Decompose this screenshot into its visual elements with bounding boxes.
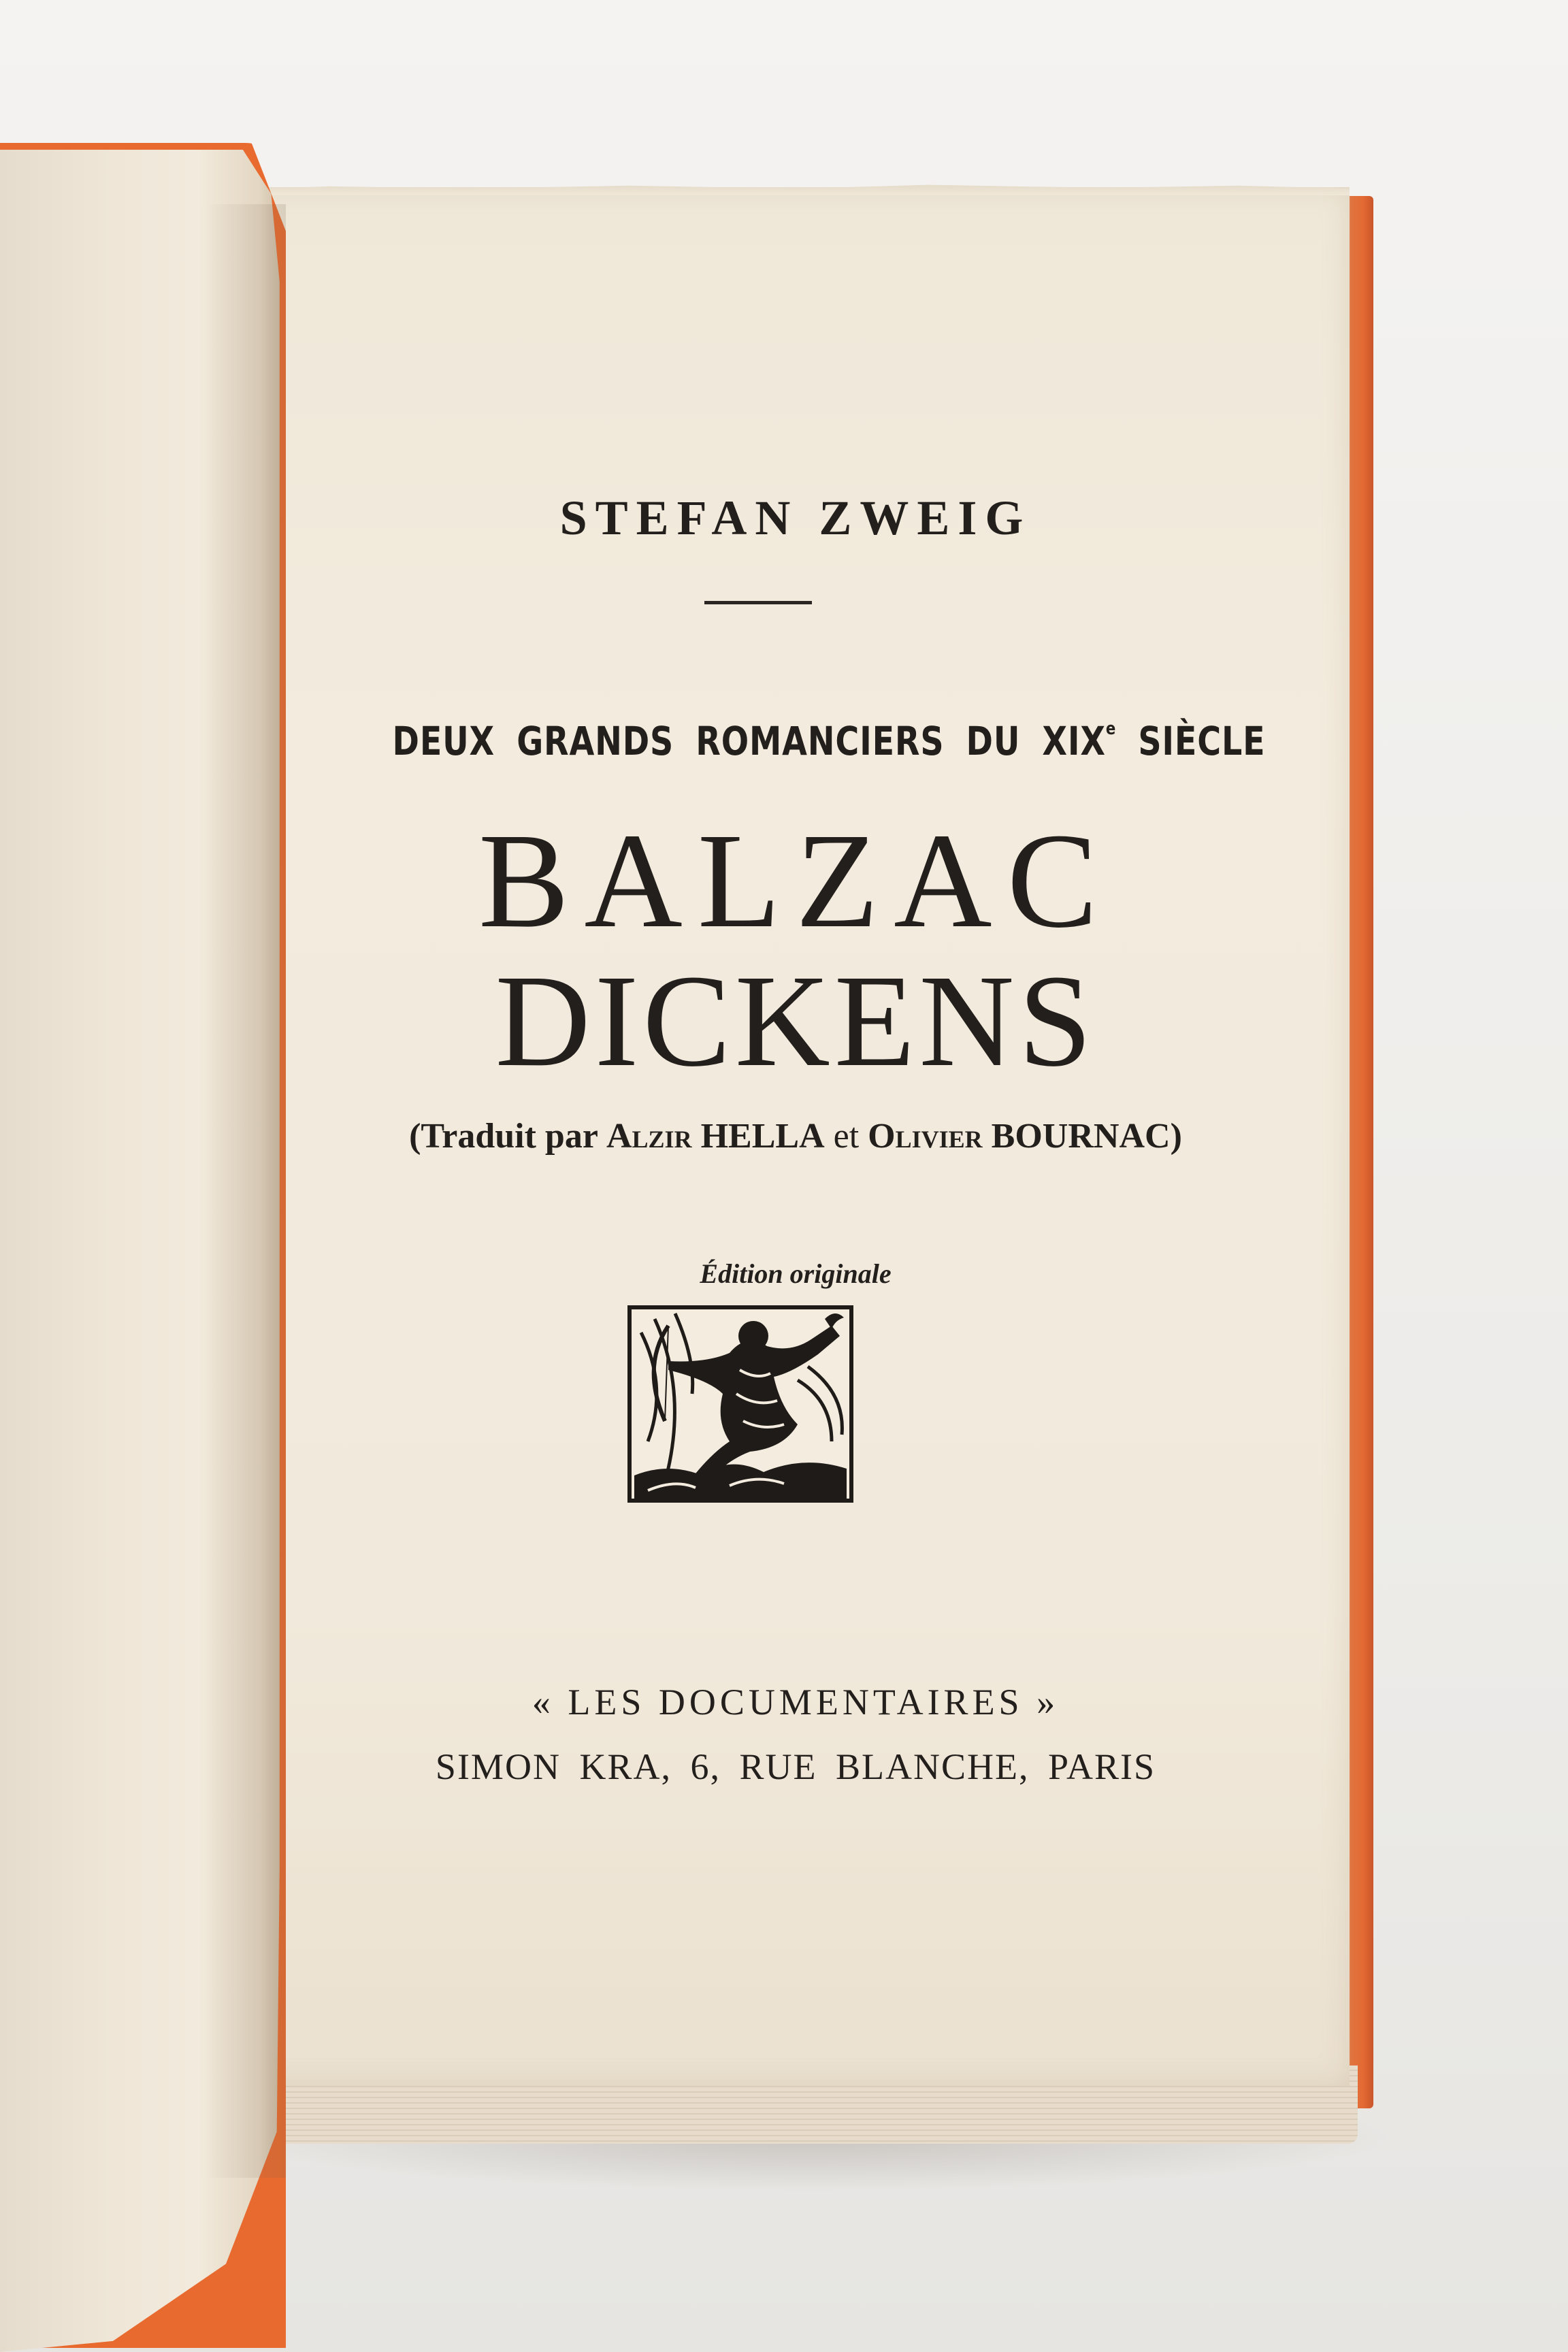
- archer-woodcut-icon: [627, 1305, 853, 1503]
- subtitle-superscript: e: [1105, 719, 1117, 739]
- edition-note: Édition originale: [700, 1258, 892, 1289]
- subtitle-main: DEUX GRANDS ROMANCIERS DU XIX: [392, 718, 1106, 764]
- publisher-address: SIMON KRA, 6, RUE BLANCHE, PARIS: [435, 1746, 1156, 1787]
- collection-name: « LES DOCUMENTAIRES »: [532, 1682, 1060, 1722]
- book-title-dickens: DICKENS: [495, 947, 1096, 1094]
- subtitle: [374, 718, 1283, 764]
- translator-2-family: BOURNAC): [982, 1117, 1182, 1156]
- left-facing-page: [0, 150, 282, 2352]
- book-title-balzac: BALZAC: [478, 806, 1113, 956]
- translators-joiner: et: [824, 1117, 868, 1156]
- author-name: STEFAN ZWEIG: [559, 491, 1032, 545]
- translator-2-given: Olivier: [868, 1117, 983, 1156]
- translators-open: (Traduit par: [409, 1117, 606, 1156]
- translators-line: [242, 1116, 1350, 1156]
- translator-1-family: HELLA: [691, 1117, 825, 1156]
- translator-1-given: Alzir: [606, 1117, 692, 1156]
- subtitle-end: SIÈCLE: [1116, 718, 1266, 764]
- divider-rule: [704, 601, 812, 604]
